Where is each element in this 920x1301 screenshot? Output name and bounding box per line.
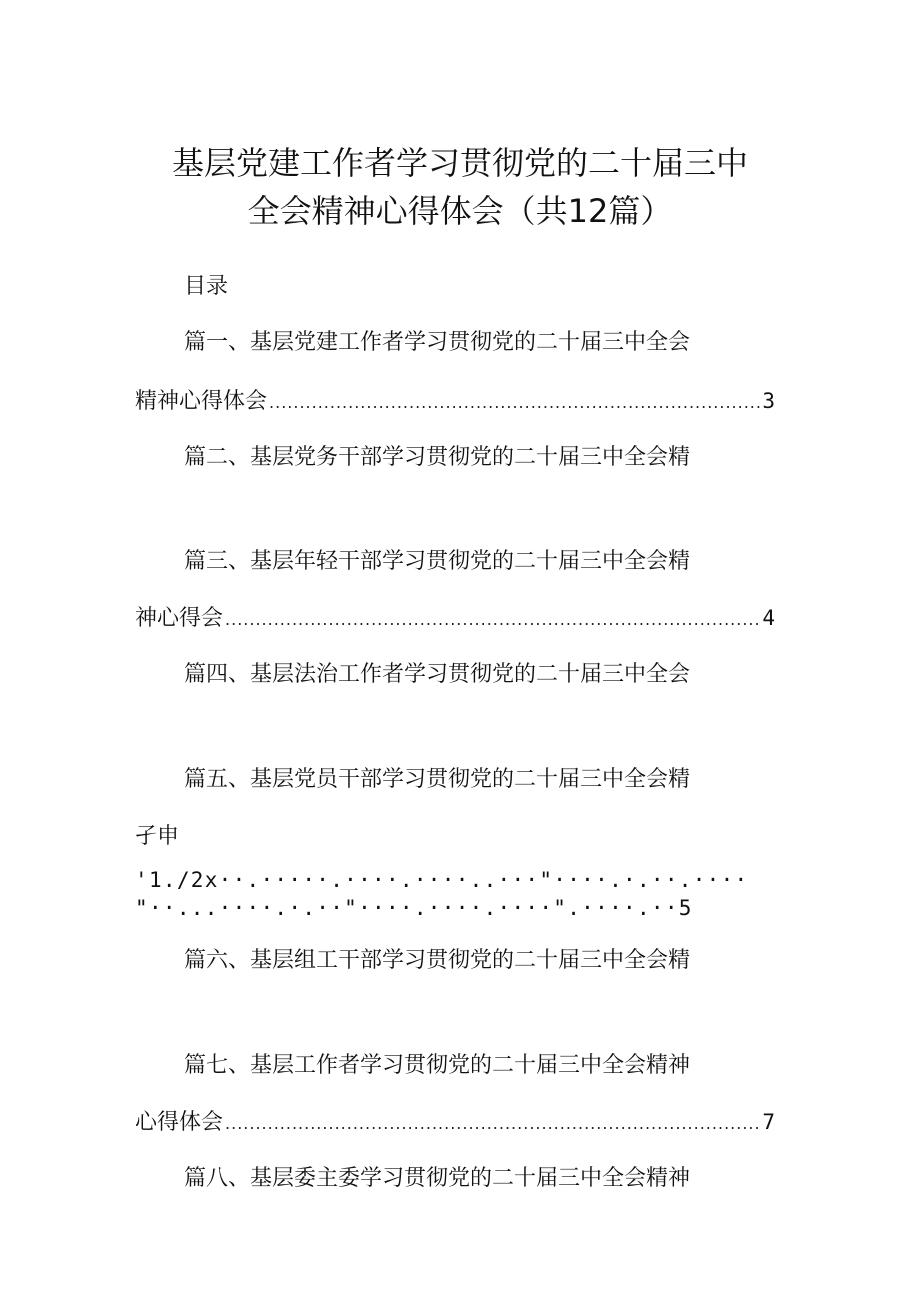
toc-entry-8-title[interactable]: 篇八、基层委主委学习贯彻党的二十届三中全会精神 — [184, 1166, 691, 1191]
toc-entry-5-continuation[interactable]: 孑申 — [135, 824, 180, 849]
toc-entry-1-text: 精神心得体会 — [135, 389, 268, 414]
toc-entry-7-text: 心得体会 — [135, 1110, 224, 1135]
document-title-line-1: 基层党建工作者学习贯彻党的二十届三中 — [171, 144, 748, 182]
toc-entry-3-continuation[interactable] — [135, 603, 775, 635]
toc-entry-1-continuation[interactable] — [135, 386, 775, 418]
toc-entry-7-leader-dots — [225, 1109, 760, 1139]
toc-entry-1-title[interactable]: 篇一、基层党建工作者学习贯彻党的二十届三中全会 — [184, 330, 691, 355]
toc-entry-4-title[interactable]: 篇四、基层法治工作者学习贯彻党的二十届三中全会 — [184, 662, 691, 687]
toc-entry-6-title[interactable]: 篇六、基层组工干部学习贯彻党的二十届三中全会精 — [184, 948, 691, 973]
toc-entry-7-title[interactable]: 篇七、基层工作者学习贯彻党的二十届三中全会精神 — [184, 1053, 691, 1078]
garbled-leader-line-2: "··...····.·.··"····.····.····".····.··5 — [135, 896, 693, 920]
garbled-leader-line-1: '1./2x··.·····.····.····..···"····.·.··.···· — [135, 868, 749, 892]
toc-entry-3-text: 神心得会 — [135, 606, 224, 631]
toc-entry-7-page-number: 7 — [762, 1110, 775, 1134]
toc-entry-1-page-number: 3 — [762, 389, 775, 413]
document-title-line-2: 全会精神心得体会（共12篇） — [247, 192, 673, 230]
toc-entry-5-title[interactable]: 篇五、基层党员干部学习贯彻党的二十届三中全会精 — [184, 767, 691, 792]
toc-entry-7-continuation[interactable] — [135, 1107, 775, 1139]
toc-heading: 目录 — [184, 274, 229, 299]
toc-entry-3-leader-dots — [225, 605, 760, 635]
toc-entry-3-title[interactable]: 篇三、基层年轻干部学习贯彻党的二十届三中全会精 — [184, 549, 691, 574]
toc-entry-3-page-number: 4 — [762, 606, 775, 630]
toc-entry-2-title[interactable]: 篇二、基层党务干部学习贯彻党的二十届三中全会精 — [184, 445, 691, 470]
toc-entry-1-leader-dots — [269, 388, 760, 418]
